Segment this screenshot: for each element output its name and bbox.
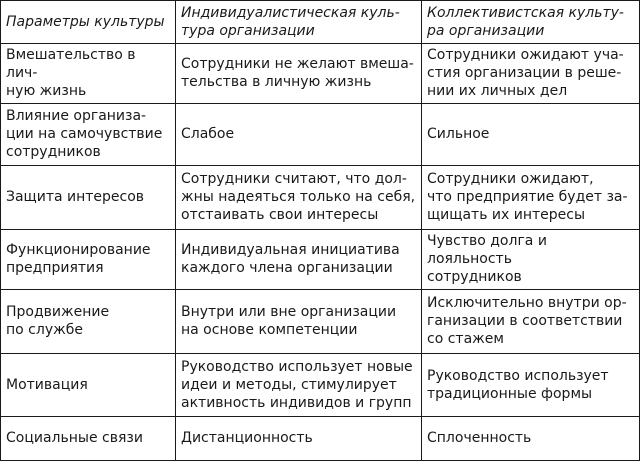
table-row: [1, 166, 640, 230]
individualist-cell: Руководство использует новые идеи и методы, стимулирует активность индивидов и групп: [176, 354, 422, 417]
parameter-cell: Вмешательство в лич- ную жизнь: [1, 44, 176, 104]
collectivist-cell: Руководство использует традиционные формы: [422, 354, 640, 417]
parameter-cell: Социальные связи: [1, 417, 176, 461]
collectivist-cell: Сильное: [422, 104, 640, 166]
table-row: [1, 417, 640, 461]
table-row: [1, 290, 640, 354]
table-row: [1, 104, 640, 166]
individualist-cell: Внутри или вне организации на основе компетенции: [176, 290, 422, 354]
individualist-cell: Слабое: [176, 104, 422, 166]
parameter-cell: Продвижение по службе: [1, 290, 176, 354]
collectivist-cell: Сплоченность: [422, 417, 640, 461]
table-row: [1, 230, 640, 290]
table-row: [1, 354, 640, 417]
individualist-cell: Сотрудники считают, что дол- жны надеяться только на себя, отстаивать свои интересы: [176, 166, 422, 230]
header-individualist: Индивидуалистическая куль- тура организации: [176, 1, 422, 44]
individualist-cell: Дистанционность: [176, 417, 422, 461]
parameter-cell: Защита интересов: [1, 166, 176, 230]
collectivist-cell: Исключительно внутри ор- ганизации в соответствии со стажем: [422, 290, 640, 354]
parameter-cell: Функционирование предприятия: [1, 230, 176, 290]
collectivist-cell: Сотрудники ожидают уча- стия организации в реше- нии их личных дел: [422, 44, 640, 104]
header-collectivist: Коллективистская культу- ра организации: [422, 1, 640, 44]
header-row: [1, 1, 640, 44]
table-row: [1, 44, 640, 104]
parameter-cell: Мотивация: [1, 354, 176, 417]
parameter-cell: Влияние организа- ции на самочувствие сотрудников: [1, 104, 176, 166]
individualist-cell: Сотрудники не желают вмеша- тельства в личную жизнь: [176, 44, 422, 104]
collectivist-cell: Чувство долга и лояльность сотрудников: [422, 230, 640, 290]
collectivist-cell: Сотрудники ожидают, что предприятие будет за- щищать их интересы: [422, 166, 640, 230]
header-parameters: Параметры культуры: [1, 1, 176, 44]
individualist-cell: Индивидуальная инициатива каждого члена организации: [176, 230, 422, 290]
